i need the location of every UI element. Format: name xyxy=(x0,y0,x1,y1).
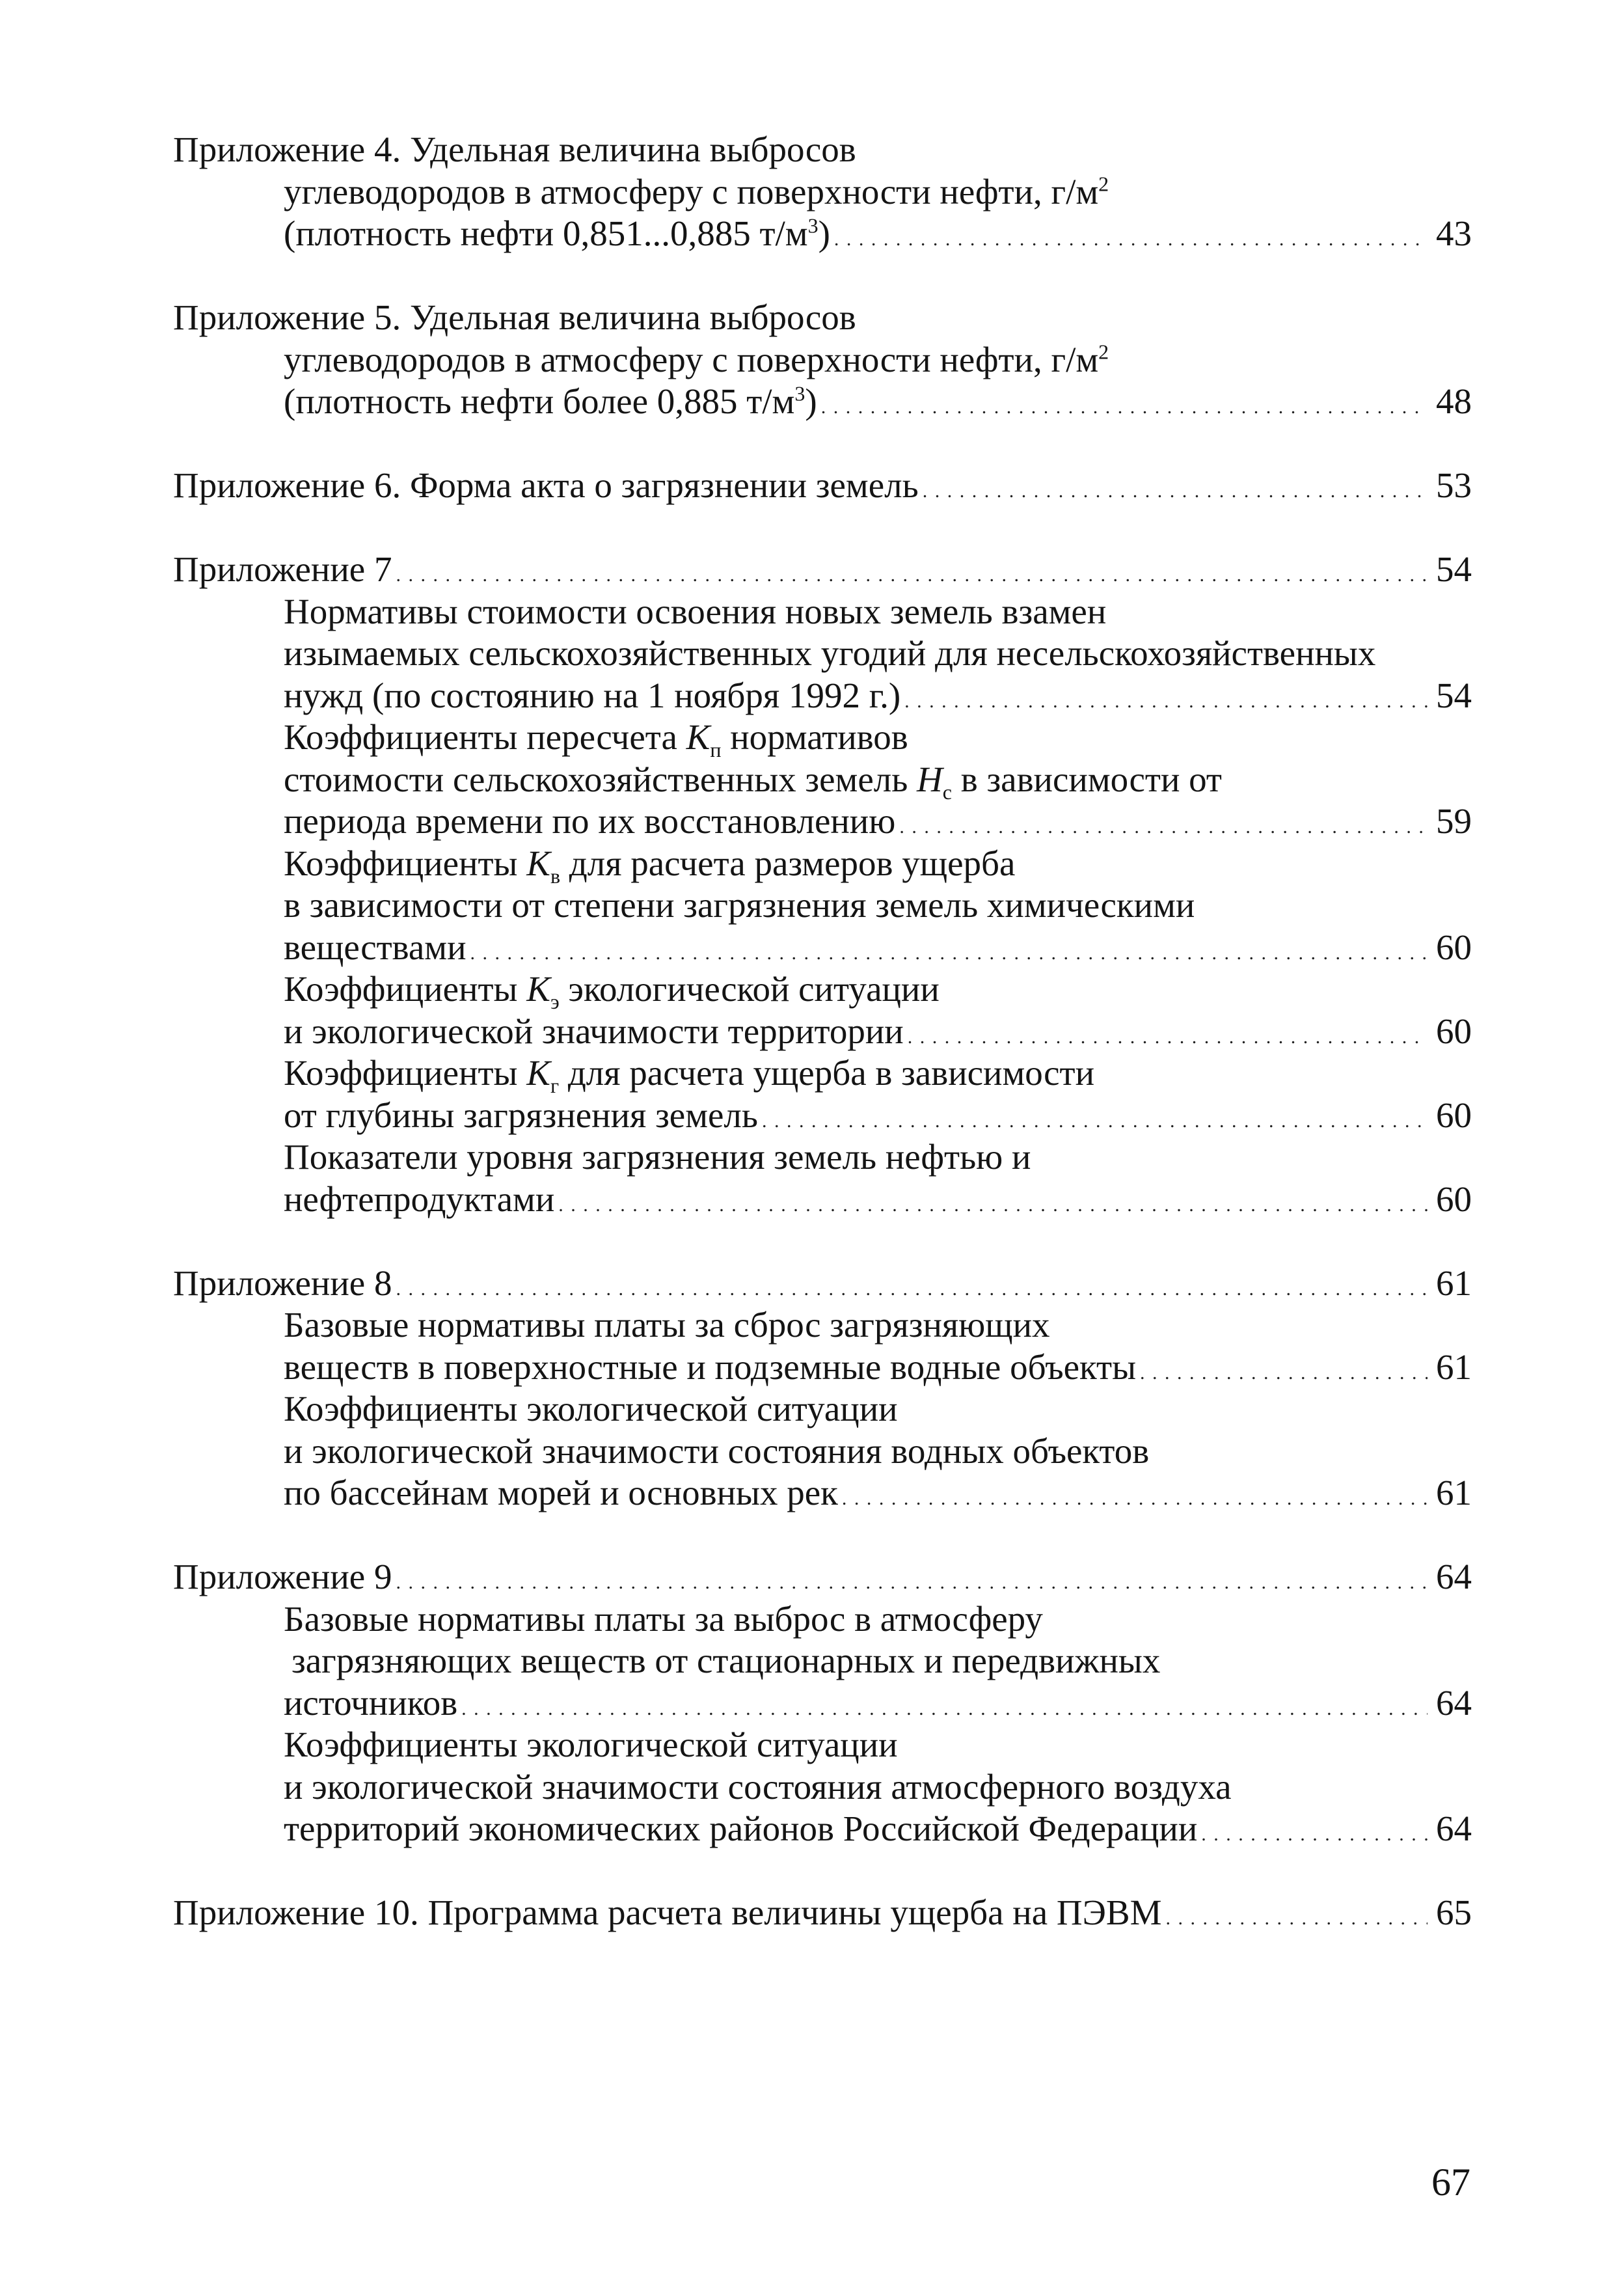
toc-text: углеводородов в атмосферу с поверхности нефти, г/м xyxy=(284,171,1099,212)
toc-subentry[interactable] xyxy=(173,1304,1472,1388)
toc-page-number: 60 xyxy=(1436,1011,1472,1051)
toc-leader-line xyxy=(173,800,1472,843)
dot-leader xyxy=(396,1556,1428,1604)
toc-subentry[interactable] xyxy=(173,1724,1472,1850)
dot-leader xyxy=(461,1682,1428,1730)
subscript: в xyxy=(550,864,561,888)
toc-text: Приложение 6. Форма акта о загрязнении земель xyxy=(173,465,919,505)
toc-text xyxy=(284,381,817,423)
symbol-k: K xyxy=(686,717,710,757)
toc-leader-line xyxy=(173,675,1472,717)
toc-text-part: экологической ситуации xyxy=(559,969,940,1009)
toc-leader-line xyxy=(173,213,1472,255)
toc-page-number: 43 xyxy=(1436,213,1472,253)
toc-text-part: ) xyxy=(818,213,830,253)
dot-leader xyxy=(396,549,1428,597)
dot-leader xyxy=(762,1095,1428,1143)
toc-text xyxy=(173,968,1472,1011)
toc-leader-line xyxy=(173,1095,1472,1137)
toc-leader-line xyxy=(173,465,1472,507)
toc-page-number: 54 xyxy=(1436,549,1472,589)
toc-text: загрязняющих веществ от стационарных и передвижных xyxy=(291,1641,1161,1680)
toc-page-number: 53 xyxy=(1436,465,1472,505)
toc-text: в зависимости от степени загрязнения земель химическими xyxy=(284,885,1195,925)
toc-subentry[interactable] xyxy=(173,591,1472,717)
toc-text: Коэффициенты экологической ситуации xyxy=(284,1725,898,1764)
toc-text-part: Коэффициенты xyxy=(284,1053,527,1093)
toc-text: Нормативы стоимости освоения новых земель взамен xyxy=(284,591,1107,631)
toc-entry-appendix-8[interactable] xyxy=(173,1263,1472,1514)
toc-text: нефтепродуктами xyxy=(284,1179,555,1219)
toc-page-number: 54 xyxy=(1436,675,1472,715)
toc-text xyxy=(284,213,830,255)
toc-page-number: 64 xyxy=(1436,1809,1472,1848)
toc-page-number: 60 xyxy=(1436,1179,1472,1219)
symbol-k: K xyxy=(526,969,550,1009)
toc-subentry[interactable] xyxy=(173,1052,1472,1136)
dot-leader xyxy=(558,1179,1428,1227)
toc-text-part: для расчета ущерба в зависимости xyxy=(559,1053,1095,1093)
toc-leader-line xyxy=(173,1011,1472,1053)
toc-text: нужд (по состоянию на 1 ноября 1992 г.) xyxy=(284,675,901,715)
toc-text: Коэффициенты экологической ситуации xyxy=(284,1389,898,1429)
toc-entry-appendix-5[interactable] xyxy=(173,297,1472,423)
toc-leader-line xyxy=(173,1347,1472,1389)
toc-text-part: (плотность нефти более 0,885 т/м xyxy=(284,381,795,421)
toc-page-number: 48 xyxy=(1436,381,1472,421)
toc-subentry[interactable] xyxy=(173,968,1472,1052)
toc-text: Приложение 8 xyxy=(173,1263,392,1303)
toc-page-number: 60 xyxy=(1436,1095,1472,1135)
symbol-k: K xyxy=(526,843,550,883)
toc-text-part: нормативов xyxy=(721,717,908,757)
superscript: 2 xyxy=(1098,340,1109,364)
subscript: г xyxy=(550,1074,560,1097)
toc-entry-title: Приложение 4. Удельная величина выбросов xyxy=(173,130,856,169)
toc-leader-line xyxy=(173,1472,1472,1514)
superscript: 3 xyxy=(807,213,819,238)
toc-text: Показатели уровня загрязнения земель нефтью и xyxy=(284,1137,1031,1177)
dot-leader xyxy=(396,1263,1428,1311)
toc-text-part: ) xyxy=(805,381,817,421)
page-number: 67 xyxy=(1431,2161,1470,2204)
toc-leader-line xyxy=(173,1556,1472,1598)
toc-text: Приложение 10. Программа расчета величины ущерба на ПЭВМ xyxy=(173,1893,1162,1932)
dot-leader xyxy=(1201,1808,1428,1856)
toc-text: Базовые нормативы платы за выброс в атмосферу xyxy=(284,1598,1043,1639)
toc-text: Базовые нормативы платы за сброс загрязняющих xyxy=(284,1305,1050,1345)
dot-leader xyxy=(470,927,1428,975)
toc-text-part: Коэффициенты пересчета xyxy=(284,717,686,757)
toc-text: Приложение 7 xyxy=(173,549,392,589)
toc-page-number: 65 xyxy=(1436,1893,1472,1932)
toc-text: территорий экономических районов Российской Федерации xyxy=(284,1809,1198,1848)
toc-text xyxy=(173,1052,1472,1095)
toc-subentry[interactable] xyxy=(173,717,1472,843)
toc-text xyxy=(173,717,1472,759)
toc-page-number: 61 xyxy=(1436,1263,1472,1303)
toc-leader-line xyxy=(173,1808,1472,1850)
toc-page-number: 61 xyxy=(1436,1347,1472,1387)
toc-subentry[interactable] xyxy=(173,1136,1472,1220)
toc-entry-appendix-4[interactable] xyxy=(173,129,1472,255)
subscript: э xyxy=(550,990,560,1013)
dot-leader xyxy=(842,1472,1428,1520)
symbol-k: K xyxy=(526,1053,550,1093)
toc-text-part: для расчета размеров ущерба xyxy=(560,843,1016,883)
dot-leader xyxy=(834,213,1428,261)
dot-leader xyxy=(1140,1347,1428,1395)
toc-text: и экологической значимости состояния водных объектов xyxy=(284,1430,1150,1471)
toc-leader-line xyxy=(173,1179,1472,1221)
toc-text: источников xyxy=(284,1682,458,1723)
superscript: 2 xyxy=(1098,172,1109,196)
toc-leader-line xyxy=(173,1682,1472,1725)
symbol-h: H xyxy=(917,759,943,799)
toc-text: веществами xyxy=(284,927,467,967)
toc-page-number: 64 xyxy=(1436,1682,1472,1723)
toc-page-number: 61 xyxy=(1436,1473,1472,1512)
toc-leader-line xyxy=(173,1263,1472,1305)
toc-entry-appendix-7[interactable] xyxy=(173,549,1472,1220)
toc-text-part: Коэффициенты xyxy=(284,969,527,1009)
table-of-contents xyxy=(173,129,1472,1934)
toc-subentry[interactable] xyxy=(173,1388,1472,1514)
toc-leader-line xyxy=(173,381,1472,423)
toc-text-part: стоимости сельскохозяйственных земель xyxy=(284,759,917,799)
toc-leader-line xyxy=(173,549,1472,591)
dot-leader xyxy=(1165,1892,1428,1940)
toc-page-number: 60 xyxy=(1436,927,1472,967)
toc-text: от глубины загрязнения земель xyxy=(284,1095,758,1135)
toc-text: и экологической значимости территории xyxy=(284,1011,904,1051)
toc-text: изымаемых сельскохозяйственных угодий для несельскохозяйственных xyxy=(284,633,1376,673)
toc-text-part: (плотность нефти 0,851...0,885 т/м xyxy=(284,213,808,253)
toc-text xyxy=(173,759,1472,804)
toc-entry-title-cont xyxy=(173,339,1472,381)
toc-page-number: 64 xyxy=(1436,1557,1472,1596)
dot-leader xyxy=(899,800,1428,849)
dot-leader xyxy=(923,465,1428,513)
toc-entry-appendix-9[interactable] xyxy=(173,1556,1472,1850)
toc-entry-appendix-10[interactable] xyxy=(173,1892,1472,1934)
subscript: п xyxy=(710,738,722,761)
toc-subentry[interactable] xyxy=(173,843,1472,969)
toc-leader-line xyxy=(173,927,1472,969)
superscript: 3 xyxy=(794,381,805,405)
toc-page-number: 59 xyxy=(1436,801,1472,841)
toc-text: веществ в поверхностные и подземные водные объекты xyxy=(284,1347,1137,1387)
toc-entry-title: Приложение 5. Удельная величина выбросов xyxy=(173,297,856,337)
toc-text: углеводородов в атмосферу с поверхности нефти, г/м xyxy=(284,339,1099,379)
toc-entry-title-cont xyxy=(173,171,1472,213)
toc-text: по бассейнам морей и основных рек xyxy=(284,1473,838,1512)
toc-text: Приложение 9 xyxy=(173,1557,392,1596)
dot-leader xyxy=(821,381,1428,429)
toc-text-part: Коэффициенты xyxy=(284,843,527,883)
subscript: c xyxy=(942,780,952,804)
toc-text: периода времени по их восстановлению xyxy=(284,801,896,841)
toc-subentry[interactable] xyxy=(173,1598,1472,1725)
dot-leader xyxy=(908,1011,1428,1059)
toc-entry-appendix-6[interactable] xyxy=(173,465,1472,507)
toc-text-part: в зависимости от xyxy=(951,759,1222,799)
toc-leader-line xyxy=(173,1892,1472,1934)
dot-leader xyxy=(904,675,1428,723)
toc-text: и экологической значимости состояния атмосферного воздуха xyxy=(284,1766,1232,1807)
toc-text xyxy=(173,843,1472,888)
